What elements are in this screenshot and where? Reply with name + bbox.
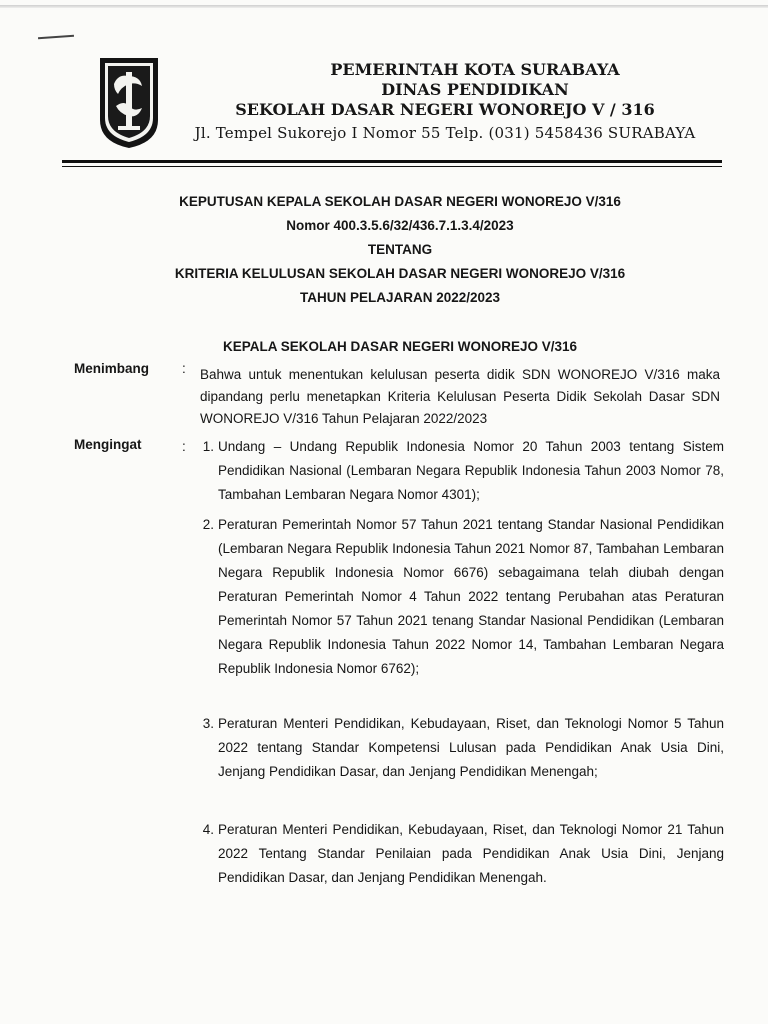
decree-year: TAHUN PELAJARAN 2022/2023 [299, 290, 501, 305]
letterhead-department: DINAS PENDIDIKAN [381, 80, 569, 99]
decree-number: Nomor 400.3.5.6/32/436.7.1.3.4/2023 [286, 218, 514, 233]
letterhead [190, 60, 700, 144]
list-item [196, 818, 724, 890]
list-item-number: 2. [202, 517, 214, 532]
letterhead-address: Jl. Tempel Sukorejo I Nomor 55 Telp. (031) 5458436 SURABAYA [194, 124, 696, 142]
decree-subject: KRITERIA KELULUSAN SEKOLAH DASAR NEGERI WONOREJO V/316 [174, 266, 626, 281]
pen-mark [38, 35, 74, 40]
list-item-text: Peraturan Menteri Pendidikan, Kebudayaan, Riset, dan Teknologi Nomor 5 Tahun 2022 tentang Standar Kompetensi Lulusan pada Pendidikan Anak Usia Dini, Jenjang Pendidikan Dasar, dan Jenjang Pendidikan Menengah; [218, 716, 724, 779]
list-item-number: 1. [202, 439, 214, 454]
mengingat-label: Mengingat [74, 437, 142, 452]
letterhead-government: PEMERINTAH KOTA SURABAYA [330, 60, 620, 79]
menimbang-label: Menimbang [74, 361, 150, 376]
list-item-number: 3. [202, 716, 214, 731]
list-item [196, 513, 724, 681]
decree-title [100, 190, 700, 310]
menimbang-colon: : [182, 361, 186, 376]
mengingat-colon: : [182, 439, 186, 454]
list-item-text: Undang – Undang Republik Indonesia Nomor 20 Tahun 2003 tentang Sistem Pendidikan Nasional (Lembaran Negara Republik Indonesia Tahun 2003 Nomor 78, Tambahan Lembaran Negara Nomor 4301); [218, 439, 724, 502]
decree-title-line: KEPUTUSAN KEPALA SEKOLAH DASAR NEGERI WONOREJO V/316 [179, 194, 621, 209]
list-item-number: 4. [202, 822, 214, 837]
list-item-text: Peraturan Pemerintah Nomor 57 Tahun 2021 tentang Standar Nasional Pendidikan (Lembaran Negara Republik Indonesia Tahun 2021 Nomor 87, Tambahan Lembaran Negara Republik Indonesia Nomor 6676) sebagaimana telah diubah dengan Peraturan Pemerintah Nomor 4 Tahun 2022 tentang Perubahan atas Peraturan Pemerintah Nomor 57 Tahun 2021 tenang Standar Nasional Pendidikan (Lembaran Negara Republik Indonesia Tahun 2022 Nomor 14, Tambahan Lembaran Negara Republik Indonesia Nomor 6762); [218, 517, 724, 676]
list-item-text: Peraturan Menteri Pendidikan, Kebudayaan, Riset, dan Teknologi Nomor 21 Tahun 2022 Tentang Standar Penilaian pada Pendidikan Anak Usia Dini, Jenjang Pendidikan Dasar, dan Jenjang Pendidikan Menengah. [218, 822, 724, 885]
menimbang-text: Bahwa untuk menentukan kelulusan peserta didik SDN WONOREJO V/316 maka dipandang perlu menetapkan Kriteria Kelulusan Peserta Didik Sekolah Dasar SDN WONOREJO V/316 Tahun Pelajaran 2022/2023 [200, 367, 720, 426]
surabaya-crest-icon [96, 54, 162, 150]
official-heading: KEPALA SEKOLAH DASAR NEGERI WONOREJO V/316 [222, 339, 578, 354]
list-item [196, 712, 724, 784]
decree-about: TENTANG [367, 242, 433, 257]
letterhead-rule-thin [62, 166, 722, 167]
scan-edge-line [0, 5, 768, 8]
letterhead-school: SEKOLAH DASAR NEGERI WONOREJO V / 316 [235, 100, 655, 119]
letterhead-rule-thick [62, 160, 722, 163]
list-item [196, 435, 724, 507]
